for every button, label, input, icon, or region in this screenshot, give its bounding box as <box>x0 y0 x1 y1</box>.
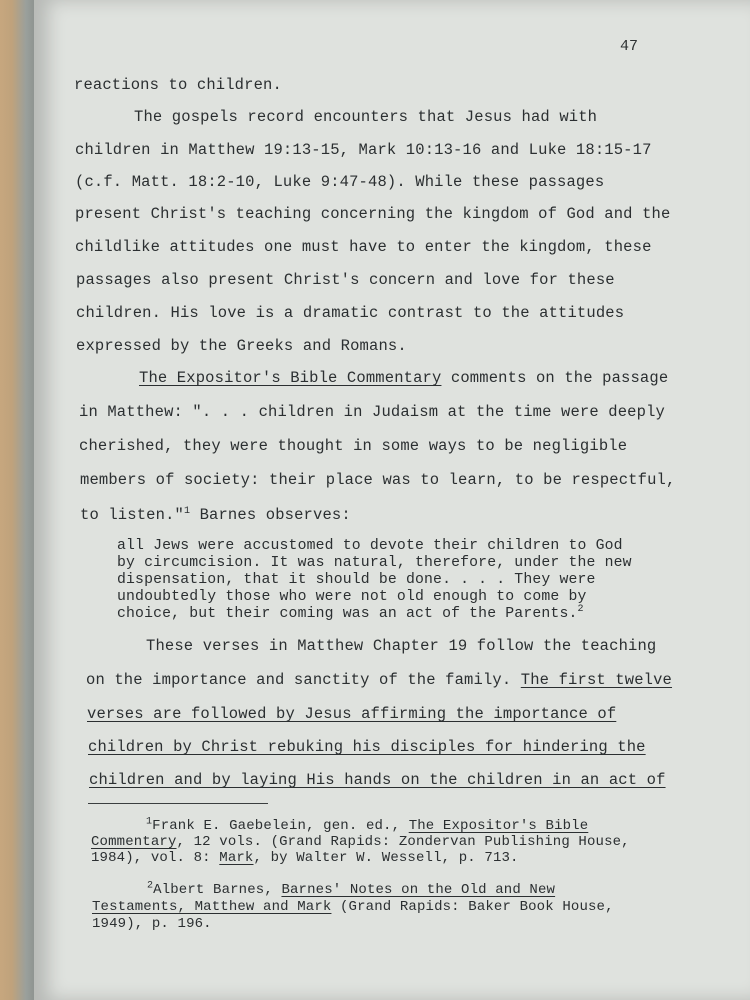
footnote-line <box>91 850 519 866</box>
body-line: These verses in Matthew Chapter 19 follow the teaching <box>146 637 657 655</box>
text-span: choice, but their coming was an act of the Parents. <box>117 606 578 622</box>
book-title: Testaments, Matthew and Mark <box>92 899 332 915</box>
body-line: expressed by the Greeks and Romans. <box>76 337 407 355</box>
body-line: members of society: their place was to learn, to be respectful, <box>80 471 676 489</box>
body-line <box>139 369 668 387</box>
footnote-separator <box>88 803 268 804</box>
book-title: Commentary <box>91 834 177 850</box>
footnote-marker: 1 <box>183 505 191 517</box>
body-line: reactions to children. <box>74 76 282 94</box>
text-span: 1984), vol. 8: <box>91 850 220 866</box>
text-span: Albert Barnes, <box>153 882 282 898</box>
book-title: The Expositor's Bible <box>408 818 589 834</box>
body-line-underlined: verses are followed by Jesus affirming the importance of <box>87 705 617 723</box>
footnote-number: 1 <box>146 816 153 828</box>
body-line: childlike attitudes one must have to enter the kingdom, these <box>75 238 652 256</box>
text-span: to listen." <box>80 506 184 524</box>
quote-line: undoubtedly those who were not old enough to come by <box>117 589 587 605</box>
footnote-number: 2 <box>147 880 154 892</box>
footnote-line: 1949), p. 196. <box>92 916 212 932</box>
text-span: comments on the passage <box>441 369 669 387</box>
body-line-underlined: children by Christ rebuking his disciples for hindering the <box>88 738 646 756</box>
quote-line <box>117 606 584 622</box>
body-line: (c.f. Matt. 18:2-10, Luke 9:47-48). While these passages <box>75 173 605 191</box>
text-span: Frank E. Gaebelein, gen. ed., <box>152 818 409 834</box>
footnote-line <box>146 818 588 834</box>
book-binding-edge <box>0 0 34 1000</box>
page-number: 47 <box>620 38 639 55</box>
body-line: passages also present Christ's concern and love for these <box>76 271 615 289</box>
body-line: present Christ's teaching concerning the kingdom of God and the <box>75 205 671 223</box>
body-line: The gospels record encounters that Jesus had with <box>134 108 598 126</box>
book-title: The Expositor's Bible Commentary <box>139 369 442 387</box>
body-line: cherished, they were thought in some ways to be negligible <box>79 437 628 455</box>
body-line-underlined: children and by laying His hands on the children in an act of <box>89 771 666 789</box>
footnote-line <box>92 899 614 915</box>
quote-line: by circumcision. It was natural, therefore, under the new <box>117 555 632 571</box>
body-line: children in Matthew 19:13-15, Mark 10:13-16 and Luke 18:15-17 <box>75 141 652 159</box>
text-span: on the importance and sanctity of the family. <box>86 671 521 689</box>
footnote-line <box>91 834 630 850</box>
book-title: Mark <box>219 850 254 866</box>
underlined-text: The first twelve <box>520 671 673 689</box>
quote-line: all Jews were accustomed to devote their children to God <box>117 538 623 554</box>
footnote-marker: 2 <box>577 604 584 616</box>
body-line <box>80 506 351 524</box>
book-title: Barnes' Notes on the Old and New <box>281 882 556 898</box>
footnote-line <box>147 882 555 898</box>
body-line <box>86 671 672 689</box>
text-span: , by Walter W. Wessell, p. 713. <box>253 850 519 866</box>
text-span: (Grand Rapids: Baker Book House, <box>331 899 614 915</box>
quote-line: dispensation, that it should be done. . . . They were <box>117 572 596 588</box>
text-span: Barnes observes: <box>190 506 351 524</box>
body-line: in Matthew: ". . . children in Judaism at the time were deeply <box>79 403 665 421</box>
text-span: , 12 vols. (Grand Rapids: Zondervan Publishing House, <box>176 834 630 850</box>
body-line: children. His love is a dramatic contrast to the attitudes <box>76 304 625 322</box>
